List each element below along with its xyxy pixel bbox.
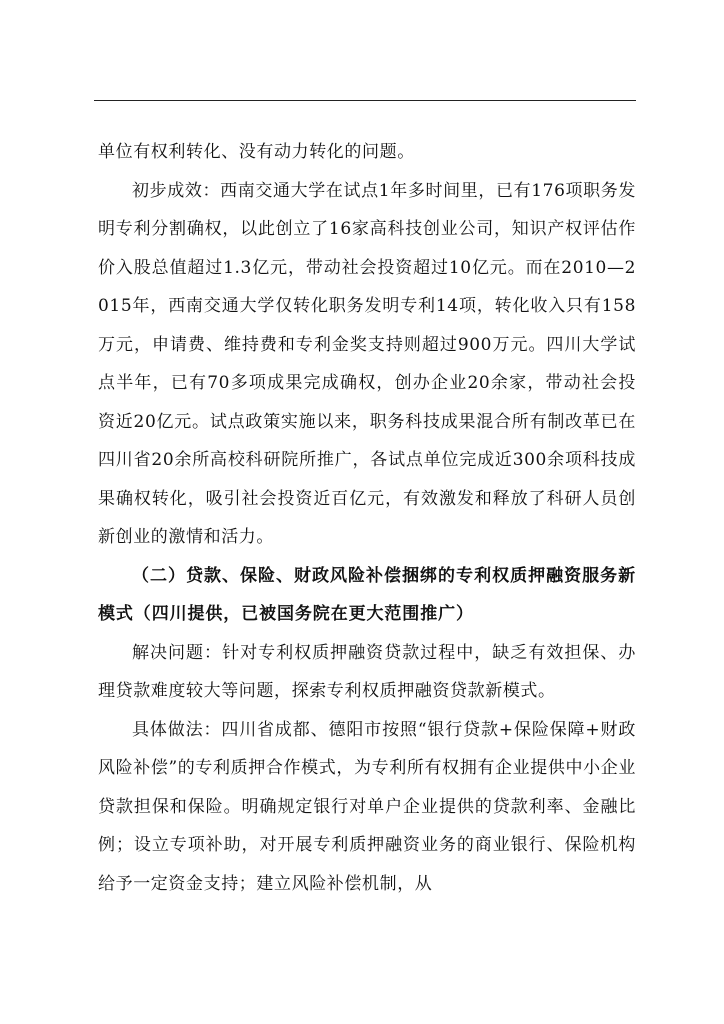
paragraph-initial-results: 初步成效：西南交通大学在试点1年多时间里，已有176项职务发明专利分割确权，以此创立了16家高科技创业公司，知识产权评估作价入股总值超过1.3亿元，带动社会投资超过10亿元。而在2010—2015年，西南交通大学仅转化职务发明专利14项，转化收入只有158万元，申请费、维持费和专利金奖支持则超过900万元。四川大学试点半年，已有70多项成果完成确权，创办企业20余家，带动社会投资近20亿元。试点政策实施以来，职务科技成果混合所有制改革已在四川省20余所高校科研院所推广，各试点单位完成近300余项科技成果确权转化，吸引社会投资近百亿元，有效激发和释放了科研人员创新创业的激情和活力。 — [98, 180, 636, 547]
document-body — [98, 133, 636, 903]
header-rule — [94, 100, 636, 101]
paragraph-problem-solved: 解决问题：针对专利权质押融资贷款过程中，缺乏有效担保、办理贷款难度较大等问题，探索专利权质押融资贷款新模式。 — [98, 642, 636, 701]
section-heading: （二）贷款、保险、财政风险补偿捆绑的专利权质押融资服务新模式（四川提供，已被国务院在更大范围推广） — [98, 565, 636, 624]
paragraph-continuation: 单位有权利转化、没有动力转化的问题。 — [98, 142, 415, 162]
paragraph-specific-practice: 具体做法：四川省成都、德阳市按照“银行贷款+保险保障+财政风险补偿”的专利质押合作模式，为专利所有权拥有企业提供中小企业贷款担保和保险。明确规定银行对单户企业提供的贷款利率、金融比例；设立专项补助，对开展专利质押融资业务的商业银行、保险机构给予一定资金支持；建立风险补偿机制，从 — [98, 719, 636, 894]
